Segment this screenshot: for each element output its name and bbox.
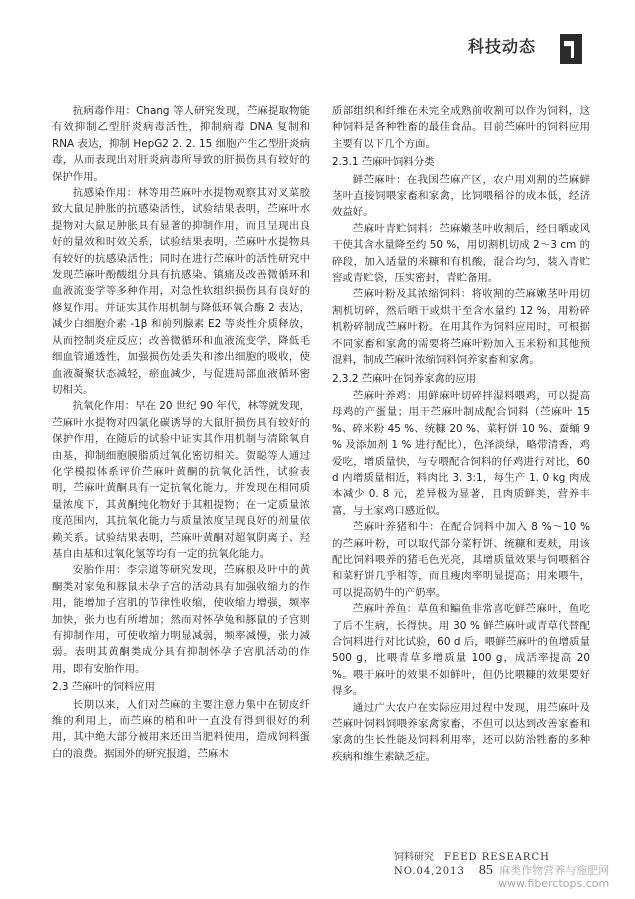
watermark-line2: www.fiberctops.com [498,877,610,890]
paragraph: 质部组织和纤维在未完全成熟前收割可以作为饲料，这种饲料是各种牲畜的最佳食品。目前苎麻叶的饲料应用主要有以下几个方面。 [332,105,590,150]
footer-journal: FEED RESEARCH NO.04,2013 [394,852,550,877]
watermark [498,864,609,890]
section-heading: 2.3.1 苎麻叶饲料分类 [332,156,435,169]
paragraph: 抗病毒作用：Chang 等人研究发现，苎麻提取物能有效抑制乙型肝炎病毒活性，抑制病毒 DNA 复制和 RNA 表达，抑制 HepG2 2. 2. 15 细胞产生乙型肝炎病毒，从而表现出对肝炎病毒所导致的肝损伤具有较好的保护作用。 [52,105,310,183]
paragraph: 苎麻叶养鸡：用鲜麻叶切碎拌湿料喂鸡，可以提高母鸡的产蛋量；用干苎麻叶制成配合饲料（苎麻叶 15 %、碎米粉 45 %、统糠 20 %、菜籽饼 10 %、蚕蛹 9 % 及添加剂 1 % 进行配比），色泽淡绿，略带清香，鸡爱吃，增质量快，与专喂配合饲料的仔鸡进行对比，60 d 内增质量相近，料肉比 3. 3:1，每生产 1. 0 kg 肉成本减少 0. 8 元，差异极为显著，且肉质鲜美，营养丰富，与土家鸡口感近似。 [332,389,590,517]
paragraph: 苎麻叶青贮饲料：苎麻嫩茎叶收割后，经日晒或风干使其含水量降至约 50 %，用切割机切成 2～3 cm 的碎段，加入适量的米糠和有机酸，混合均匀，装入青贮窖或青贮袋，压实密封，青贮备用。 [332,222,590,285]
left-column [52,103,310,762]
section-title: 科技动态 [468,37,537,56]
paragraph: 苎麻叶粉及其浓缩饲料：将收割的苎麻嫩茎叶用切割机切碎，然后晒干或烘干至含水量约 12 %，用粉碎机粉碎制成苎麻叶粉。在用其作为饲料应用时，可根据不同家畜和家禽的需要将苎麻叶粉加入玉米粉和其他预混料，制成苎麻叶浓缩饲料饲养家畜和家禽。 [332,288,590,367]
section-heading: 2.3 苎麻叶的饲料应用 [52,681,155,694]
paragraph: 苎麻叶养鱼：草鱼和鳊鱼非常喜吃鲜苎麻叶，鱼吃了后不生病，长得快。用 30 % 鲜苎麻叶或青草代替配合饲料进行对比试验，60 d 后，喂鲜苎麻叶的鱼增质量 500 g，比喂青草多增质量 100 g，成活率提高 20 %。喂干麻叶的效果不如鲜叶，但仍比喂糠的效果要好得多。 [332,603,590,698]
paragraph: 苎麻叶养猪和牛：在配合饲料中加入 8 %～10 % 的苎麻叶粉，可以取代部分菜籽饼、统糠和麦麸，用该配比饲料喂养的猪毛色光亮，其增质量效果与饲喂稻谷和菜籽饼几乎相等，而且瘦肉率明显提高；用来喂牛，可以提高奶牛的产奶率。 [332,521,590,599]
watermark-line1: 麻类作物营养与施肥网 [499,864,610,877]
paragraph: 鲜苎麻叶：在我国苎麻产区，农户用刈割的苎麻鲜茎叶直接饲喂家畜和家禽，比饲喂稻谷的成本低，经济效益好。 [332,173,590,219]
paragraph: 通过广大农户在实际应用过程中发现，用苎麻叶及苎麻叶饲料饲喂养家禽家畜，不但可以达到改善家畜和家禽的生长性能及饲料利用率，还可以防治牲畜的多种疾病和维生素缺乏症。 [332,701,590,763]
paragraph: 抗感染作用：林等用苎麻叶水提物观察其对叉菜胶致大鼠足肿胀的抗感染活性，试验结果表明，苎麻叶水提物对大鼠足肿胀具有显著的抑制作用，而且呈现出良好的量效和时效关系，试验结果表明，苎麻叶水提物具有较好的抗感染活性；同时在进行苎麻叶的活性研究中发现苎麻叶酚酸组分具有抗感染、镇痛及改善微循环和血液流变学等多种作用，对急性软组织损伤具有良好的修复作用。并证实其作用机制与降低环氧合酶 2 表达，减少白细胞介素 -1β 和前列腺素 E2 等炎性介质释放，从而控制炎症反应；改善微循环和血液流变学，降低毛细血管通透性，加强损伤处丢失和渗出细胞的吸收，使血液凝聚状态减轻，瘀血减少，与促进局部血液循环密切相关。 [52,187,310,396]
paragraph: 抗氧化作用：早在 20 世纪 90 年代，林等就发现，苎麻叶水提物对四氯化碳诱导的大鼠肝损伤具有较好的保护作用，在随后的试验中证实其作用机制与清除氧自由基，抑制细胞膜脂质过氧化密切相关。贺聪等人通过化学模拟体系评价苎麻叶黄酮的抗氧化活性，试验表明，苎麻叶黄酮具有一定抗氧化能力，并发现在相同质量浓度下，其黄酮纯化物好于其粗提物；在一定质量浓度范围内，其抗氧化能力与质量浓度呈现良好的剂量依赖关系。试验结果表明，苎麻叶黄酮对超氧阴离子、羟基自由基和过氧化氢等均有一定的抗氧化能力。 [52,400,310,560]
section-heading: 2.3.2 苎麻叶在饲养家禽的应用 [332,372,477,385]
footer-section: 饲料研究 [394,852,434,863]
right-column [332,103,590,765]
paragraph: 安胎作用：李宗道等研究发现，苎麻根及叶中的黄酮类对家兔和豚鼠未孕子宫的活动具有加强收缩力的作用，能增加子宫肌的节律性收缩，使收缩力增强，频率加快，张力也有所增加；然而对怀孕兔和豚鼠的子宫则有抑制作用，可使收缩力明显减弱，频率减慢，张力减弱。表明其黄酮类成分具有抑制怀孕子宫肌活动的作用，即有安胎作用。 [52,564,310,675]
page-number: 85 [478,863,493,878]
paragraph: 长期以来，人们对苎麻的主要注意力集中在韧皮纤维的利用上，而苎麻的梢和叶一直没有得到很好的利用，其中绝大部分被用来还田当肥料使用，造成饲料蛋白的浪费。据国外的研究报道，苎麻木 [52,698,310,760]
section-marker-icon [560,34,582,64]
